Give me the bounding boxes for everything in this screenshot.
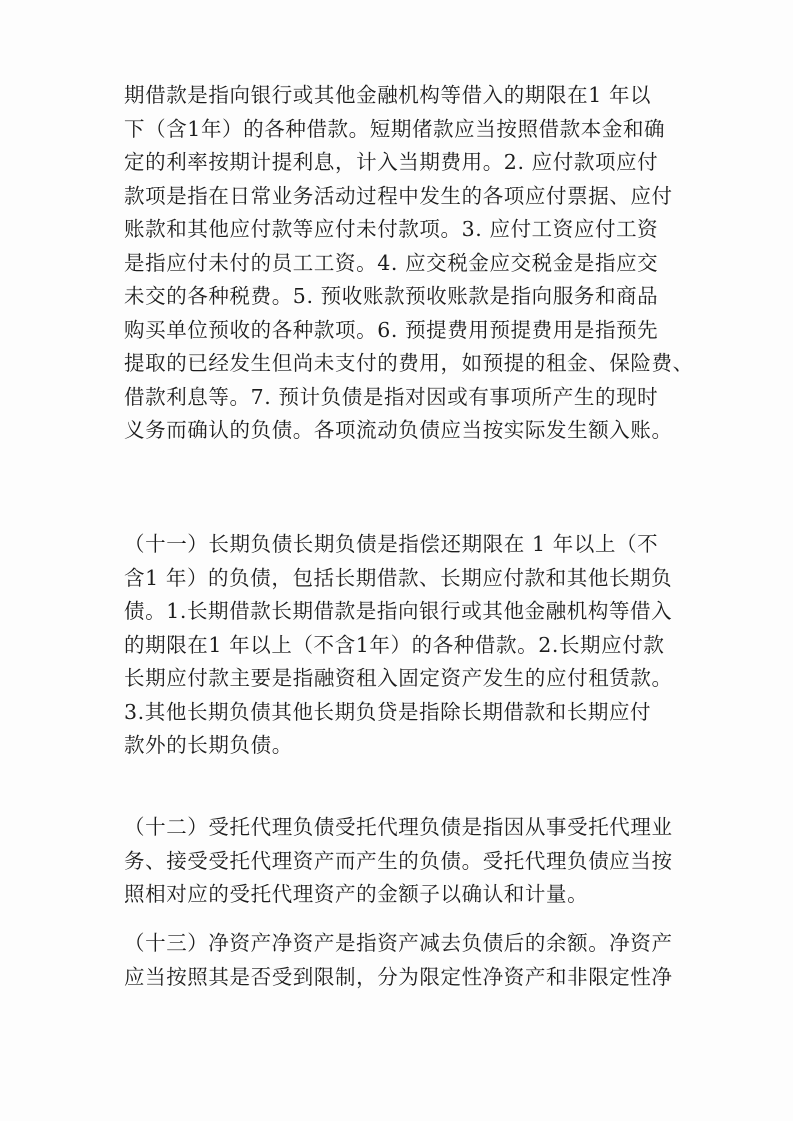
text-line: 3.其他长期负债其他长期负贷是指除长期借款和长期应付 bbox=[124, 699, 652, 724]
text-line: 借款利息等。7. 预计负债是指对因或有事项所产生的现时 bbox=[124, 384, 659, 409]
text-line: （十一）长期负债长期负债是指偿还期限在 1 年以上（不 bbox=[124, 532, 659, 556]
paragraph-net-assets bbox=[124, 927, 684, 994]
text-line: 账款和其他应付款等应付未付款项。3. 应付工资应付工资 bbox=[124, 217, 659, 241]
text-line: 款项是指在日常业务活动过程中发生的各项应付票据、应付 bbox=[124, 183, 673, 208]
text-line: 期借款是指向银行或其他金融机构等借入的期限在1 年以 bbox=[124, 83, 652, 107]
text-line: 含1 年）的负债，包括长期借款、长期应付款和其他长期负 bbox=[124, 565, 673, 590]
text-line: 债。1.长期借款长期借款是指向银行或其他金融机构等借入 bbox=[124, 599, 673, 623]
text-line: 下（含1年）的各种借款。短期偖款应当按照借款本金和确 bbox=[124, 116, 666, 141]
text-line: 是指应付未付的员工工资。4. 应交税金应交税金是指应交 bbox=[124, 250, 659, 275]
text-line: （十三）净资产净资产是指资产减去负债后的余额。净资产 bbox=[124, 931, 673, 955]
paragraph-entrusted-agency-liabilities bbox=[124, 811, 684, 912]
text-line: 提取的已经发生但尚未支付的费用，如预提的租金、保险费、 bbox=[124, 351, 694, 375]
paragraph-long-term-liabilities bbox=[124, 528, 684, 763]
text-line: 款外的长期负债。 bbox=[124, 733, 293, 757]
text-line: 的期限在1 年以上（不含1年）的各种借款。2.长期应付款 bbox=[124, 632, 665, 657]
text-line: 购买单位预收的各种款项。6. 预提费用预提费用是指预先 bbox=[124, 317, 659, 342]
text-line: 照相对应的受托代理资产的金额子以确认和计量。 bbox=[124, 882, 589, 906]
text-line: （十二）受托代理负债受托代理负债是指因从事受托代理业 bbox=[124, 815, 673, 839]
text-line: 义务而确认的负债。各项流动负债应当按实际发生额入账。 bbox=[124, 418, 673, 442]
paragraph-short-term-liabilities bbox=[124, 79, 694, 448]
text-line: 未交的各种税费。5. 预收账款预收账款是指向服务和商品 bbox=[124, 284, 659, 308]
text-line: 务、接受受托代理资产而产生的负债。受托代理负债应当按 bbox=[124, 848, 673, 873]
text-line: 长期应付款主要是指融资租入固定资产发生的应付租赁款。 bbox=[124, 666, 673, 690]
text-line: 定的利率按期计提利息，计入当期费用。2. 应付款项应付 bbox=[124, 150, 659, 174]
text-line: 应当按照其是否受到限制，分为限定性净资产和非限定性净 bbox=[124, 964, 673, 989]
